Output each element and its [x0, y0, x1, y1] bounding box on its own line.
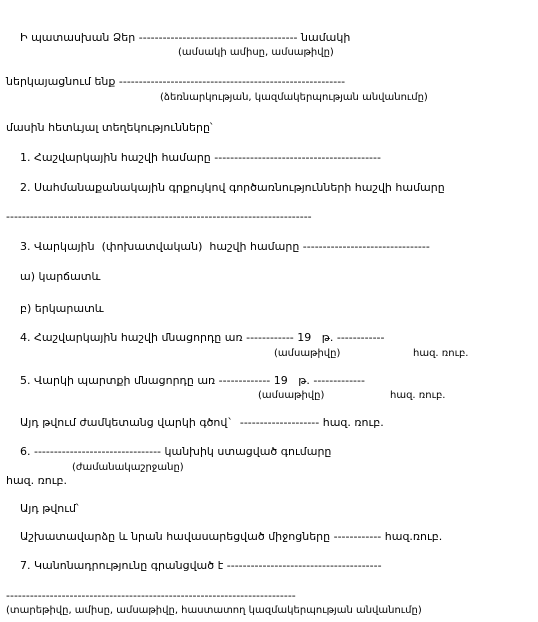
item-2: 2. Սահմանաքանակային գրքույկով գործառնությունների հաշվի համարը [20, 181, 445, 194]
item-6-including: Այդ թվում՝ [20, 502, 79, 515]
item-4: 4. Հաշվարկային հաշվի մնացորդը առ ------------ 19 թ. ------------ [20, 331, 385, 344]
item-7: 7. Կանոնադրությունը գրանցված է --------------------------------------- [20, 559, 382, 572]
intro-line-2-note: (ձեռնարկության, կազմակերպության անվանումը) [160, 92, 428, 103]
item-3b: բ) երկարատև [20, 302, 104, 315]
item-6: 6. -------------------------------- կանխիկ ստացված գումարը [20, 445, 332, 458]
item-5: 5. Վարկի պարտքի մնացորդը առ ------------- 19 թ. ------------- [20, 374, 365, 387]
footer-dash-line: ------------------------------------------------------------------------- [6, 589, 296, 602]
item-3: 3. Վարկային (փոխատվական) հաշվի համարը -------------------------------- [20, 240, 430, 253]
intro-line-2: ներկայացնում ենք --------------------------------------------------------- [6, 75, 346, 88]
intro-line-3: մասին հետևյալ տեղեկությունները՝ [6, 121, 213, 134]
item-5-unit-note: հազ. ռուբ. [390, 390, 446, 401]
intro-line-1: Ի պատասխան Ձեր ---------------------------------------- նամակի [20, 31, 351, 44]
item-6-unit: հազ. ռուբ. [6, 474, 68, 487]
item-5-overdue: Այդ թվում ժամկետանց վարկի գծով` -------------------- հազ. ռուբ. [20, 416, 384, 429]
item-6-wage: Աշխատավարձը և նրան հավասարեցված միջոցները ------------ հազ.ռուբ. [20, 530, 443, 543]
item-5-date-note: (ամսաթիվը) [258, 390, 325, 401]
footer-note: (տարեթիվը, ամիսը, ամսաթիվը, հաստատող կազմակերպության անվանումը) [6, 605, 422, 616]
item-6-period-note: (ժամանակաշրջանը) [72, 462, 184, 473]
item-3a: ա) կարճատև [20, 270, 101, 283]
item-4-unit-note: հազ. ռուբ. [413, 348, 469, 359]
item-2-dash-line: ----------------------------------------------------------------------------- [6, 210, 312, 223]
intro-line-1-note: (ամսակի ամիսը, ամսաթիվը) [178, 47, 334, 58]
item-4-date-note: (ամսաթիվը) [274, 348, 341, 359]
item-1: 1. Հաշվարկային հաշվի համարը ------------------------------------------ [20, 151, 381, 164]
